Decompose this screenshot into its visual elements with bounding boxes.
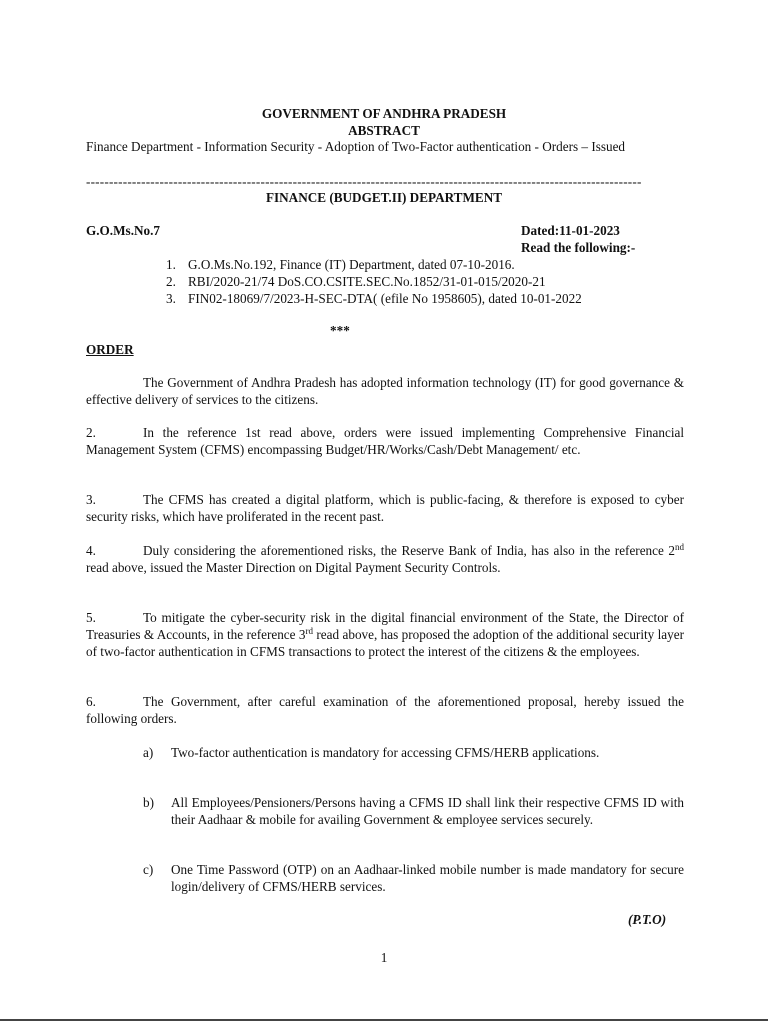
paragraph-number: 2. — [86, 425, 96, 440]
paragraph-text: The CFMS has created a digital platform, which is public-facing, & therefore is exposed to cyber security risks, which have proliferated in the recent past. — [86, 492, 684, 524]
reference-item — [160, 273, 546, 290]
paragraph-text: The Government, after careful examination of the aforementioned proposal, hereby issued the following orders. — [86, 694, 684, 726]
abstract-text: Finance Department - Information Security - Adoption of Two-Factor authentication - Orders – Issued — [86, 139, 626, 154]
reference-item — [160, 290, 582, 307]
paragraph-text: read above, issued the Master Direction on Digital Payment Security Controls. — [86, 560, 501, 575]
page-number: 1 — [380, 950, 388, 965]
paragraph-2 — [86, 424, 684, 458]
order-item-label: c) — [143, 862, 154, 877]
reference-text: RBI/2020-21/74 DoS.CO.CSITE.SEC.No.1852/31-01-015/2020-21 — [188, 274, 546, 289]
order-item-label: a) — [143, 745, 154, 760]
paragraph-5 — [86, 609, 684, 660]
department-title: FINANCE (BUDGET.II) DEPARTMENT — [265, 190, 503, 205]
order-item-text: Two-factor authentication is mandatory for accessing CFMS/HERB applications. — [171, 745, 600, 760]
order-item-c — [143, 861, 684, 895]
paragraph-number: 6. — [86, 694, 96, 709]
reference-number: 2. — [166, 274, 176, 289]
paragraph-3 — [86, 491, 684, 525]
paragraph-text: Duly considering the aforementioned risks, the Reserve Bank of India, has also in the reference 2 — [143, 543, 675, 558]
ordinal-suffix: rd — [305, 626, 313, 636]
paragraph-1: The Government of Andhra Pradesh has adopted information technology (IT) for good governance & effective delivery of services to the citizens. — [86, 375, 684, 407]
order-item-label: b) — [143, 795, 154, 810]
reference-number: 3. — [166, 291, 176, 306]
reference-text: G.O.Ms.No.192, Finance (IT) Department, dated 07-10-2016. — [188, 257, 515, 272]
order-heading: ORDER — [86, 342, 134, 357]
paragraph-6 — [86, 693, 684, 727]
reference-text: FIN02-18069/7/2023-H-SEC-DTA( (efile No 1958605), dated 10-01-2022 — [188, 291, 582, 306]
separator-line: ------------------------------------------------------------------------------------------------------------------------- — [86, 174, 642, 189]
abstract-label: ABSTRACT — [348, 123, 420, 138]
read-following: Read the following:- — [521, 240, 636, 255]
paragraph-text: In the reference 1st read above, orders were issued implementing Comprehensive Financial Management System (CFMS) encompassing Budget/HR/Works/Cash/Debt Management/ etc. — [86, 425, 684, 457]
reference-number: 1. — [166, 257, 176, 272]
paragraph-text: To mitigate the cyber-security risk in the digital financial environment of the State, the Director of Treasuries & Accounts, in the reference 3 — [86, 610, 684, 642]
reference-item — [160, 256, 515, 273]
order-item-text: One Time Password (OTP) on an Aadhaar-linked mobile number is made mandatory for secure login/delivery of CFMS/HERB services. — [171, 862, 684, 894]
paragraph-number: 3. — [86, 492, 96, 507]
paragraph-text: read above, has proposed the adoption of the additional security layer of two-factor authentication in CFMS transactions to protect the interest of the citizens & the employees. — [86, 627, 684, 659]
government-title: GOVERNMENT OF ANDHRA PRADESH — [261, 106, 507, 121]
paragraph-number: 4. — [86, 543, 96, 558]
go-number: G.O.Ms.No.7 — [86, 223, 160, 238]
paragraph-number: 5. — [86, 610, 96, 625]
paragraph-4 — [86, 542, 684, 576]
order-item-b — [143, 794, 684, 828]
order-item-text: All Employees/Pensioners/Persons having a CFMS ID shall link their respective CFMS ID with their Aadhaar & mobile for availing Government & employee services securely. — [171, 795, 684, 827]
bottom-edge-line — [0, 1019, 768, 1021]
ordinal-suffix: nd — [675, 542, 684, 552]
order-item-a — [143, 744, 684, 761]
pto-label: (P.T.O) — [628, 912, 667, 927]
stars-divider: *** — [330, 323, 350, 338]
order-date: Dated:11-01-2023 — [521, 223, 620, 238]
